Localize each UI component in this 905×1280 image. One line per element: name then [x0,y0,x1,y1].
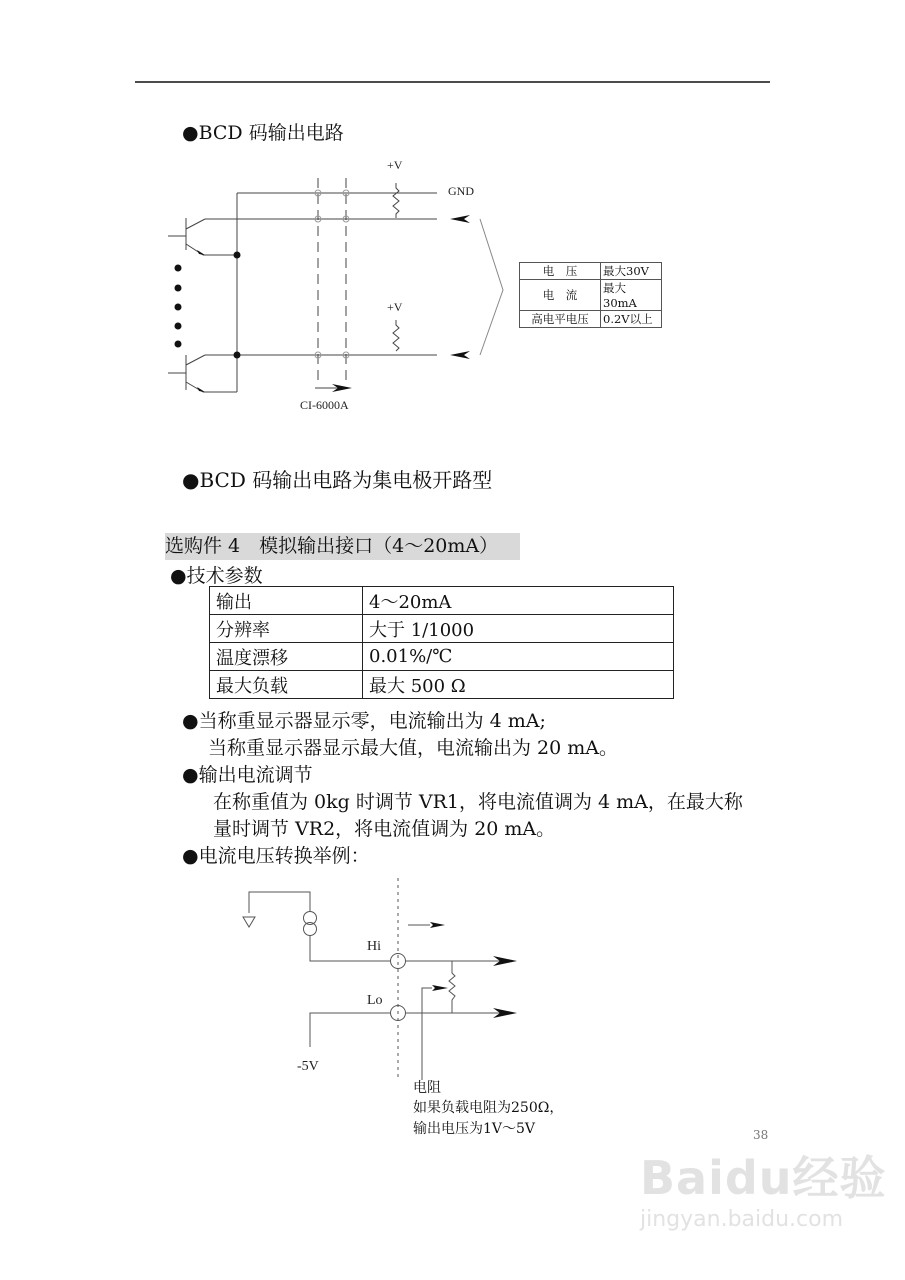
device-label: CI-6000A [300,398,349,412]
plus-v-label: +V [387,300,403,314]
resistor-label: 电阻 [413,1080,441,1096]
arrow-left-icon [450,351,470,359]
hi-label: Hi [367,939,381,954]
current-voltage-diagram [243,878,500,1080]
table-row: 电 压 最大30V [520,263,662,280]
gnd-label: GND [448,184,474,198]
table-row: 分辨率 大于 1/1000 [210,615,674,643]
bcd-spec-table [519,262,662,328]
minus-5v-label: -5V [297,1059,319,1074]
text-line: ●输出电流调节 [182,764,313,786]
bcd-note: ●BCD 码输出电路为集电极开路型 [182,468,493,492]
resistor-icon [449,961,455,1013]
page-number: 38 [753,1128,769,1142]
text-line: ●当称重显示器显示零，电流输出为 4 mA; [182,710,546,732]
table-row: 最大负载 最大 500 Ω [210,671,674,699]
section-title-bcd: ●BCD 码输出电路 [182,122,344,144]
arrow-right-icon [430,922,445,928]
text-line: 在称重值为 0kg 时调节 VR1，将电流值调为 4 mA，在最大称 [213,791,743,813]
resistor-note: 输出电压为1V～5V [413,1121,536,1137]
section-header-analog: 选购件 4 模拟输出接口（4～20mA） [165,533,520,560]
bcd-circuit-marks [175,215,471,392]
baidu-watermark: Baidu经验 jingyan.baidu.com [640,1151,887,1232]
arrow-right-icon [432,985,448,991]
params-title: ●技术参数 [170,565,263,587]
table-row: 输出 4～20mA [210,587,674,615]
arrow-left-icon [450,215,470,223]
resistor-note: 如果负载电阻为250Ω， [413,1100,564,1116]
lo-label: Lo [367,993,383,1008]
resistor-icon [393,183,399,218]
text-line: 量时调节 VR2，将电流值调为 20 mA。 [213,818,556,840]
table-row: 高电平电压 0.2V以上 [520,311,662,328]
table-row: 温度漂移 0.01%/℃ [210,643,674,671]
table-row: 电 流 最大30mA [520,280,662,311]
text-line: 当称重显示器显示最大值，电流输出为 20 mA。 [208,737,618,759]
text-line: ●电流电压转换举例： [182,845,370,867]
resistor-icon [393,320,399,351]
bcd-circuit-diagram [168,178,503,392]
plus-v-label: +V [387,158,403,172]
params-table [209,586,674,699]
